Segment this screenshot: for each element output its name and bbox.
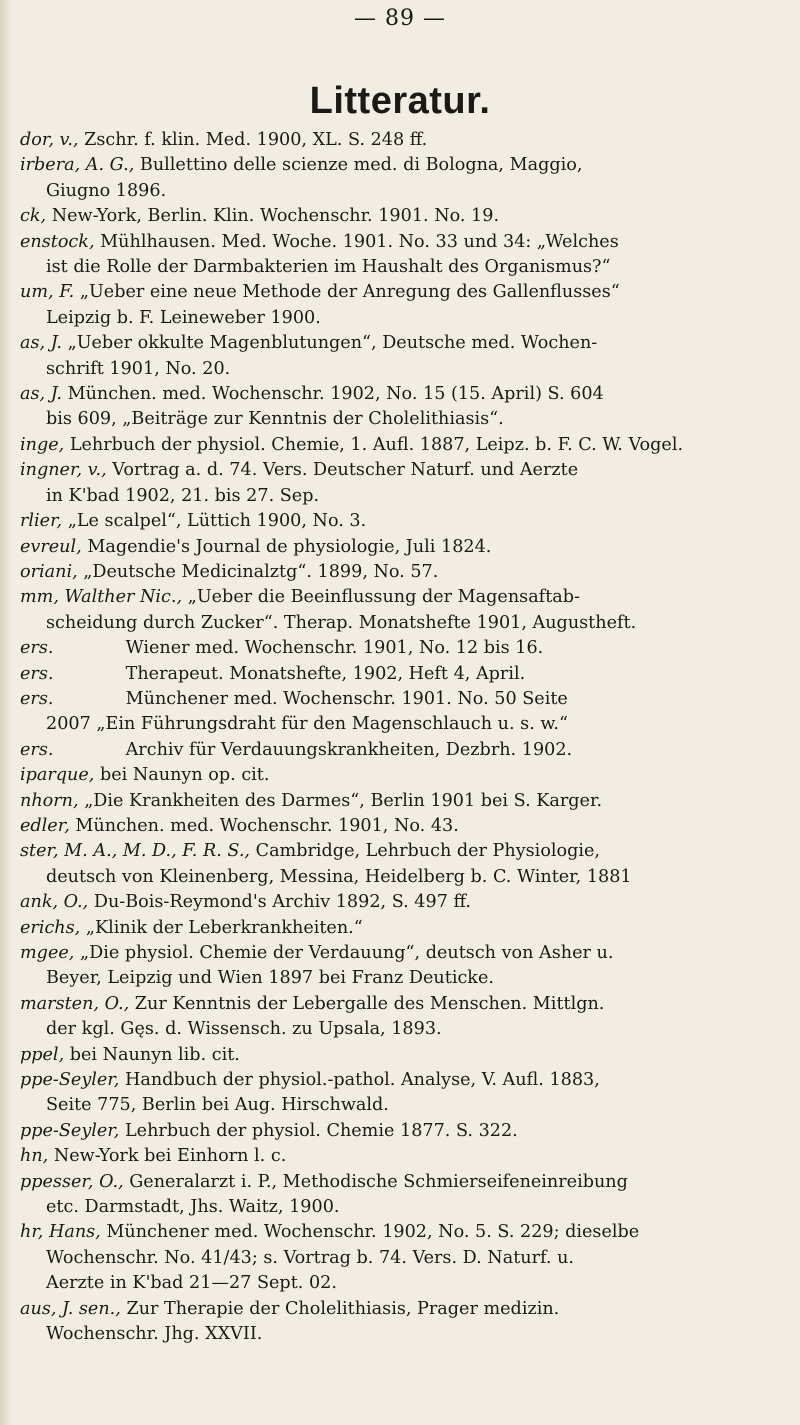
entry-first-line — [20, 560, 786, 585]
bibliography-entry — [20, 839, 786, 890]
entry-first-line — [20, 204, 786, 229]
entry-first-line — [20, 992, 786, 1017]
entry-first-line — [20, 839, 786, 864]
entry-text: Therapeut. Monatshefte, 1902, Heft 4, April. — [125, 663, 526, 684]
entry-text: Handbuch der physiol.-pathol. Analyse, V. Aufl. 1883, — [125, 1070, 600, 1091]
entry-continuation-line — [20, 1271, 786, 1296]
entry-author: ppe-Seyler, — [20, 1120, 120, 1141]
entry-first-line — [20, 585, 786, 610]
bibliography-entry — [20, 662, 786, 687]
entry-first-line — [20, 280, 786, 305]
entry-text: scheidung durch Zucker“. Therap. Monatshefte 1901, Augustheft. — [46, 612, 637, 633]
bibliography-list — [20, 128, 786, 1348]
entry-continuation-line — [20, 1322, 786, 1347]
entry-continuation-line — [20, 966, 786, 991]
entry-first-line — [20, 230, 786, 255]
entry-first-line — [20, 153, 786, 178]
entry-author: ers. — [20, 739, 54, 760]
entry-author: iparque, — [20, 765, 95, 786]
entry-first-line — [20, 789, 786, 814]
entry-first-line — [20, 509, 786, 534]
entry-first-line — [20, 738, 786, 763]
bibliography-entry — [20, 458, 786, 509]
entry-author: ck, — [20, 206, 47, 227]
page-number: — 89 — — [354, 6, 446, 31]
entry-text: „Ueber eine neue Methode der Anregung des Gallenflusses“ — [79, 282, 620, 303]
entry-text: „Deutsche Medicinalztg“. 1899, No. 57. — [83, 561, 439, 582]
entry-text: bei Naunyn op. cit. — [99, 765, 270, 786]
entry-author: edler, — [20, 815, 70, 836]
bibliography-entry — [20, 1043, 786, 1068]
bibliography-entry — [20, 789, 786, 814]
bibliography-entry — [20, 992, 786, 1043]
bibliography-entry — [20, 535, 786, 560]
page-heading: Litteratur. — [309, 80, 491, 122]
entry-text: Leipzig b. F. Leineweber 1900. — [46, 307, 321, 328]
entry-first-line — [20, 814, 786, 839]
entry-author: dor, v., — [20, 130, 79, 150]
entry-text: 2007 „Ein Führungsdraht für den Magenschlauch u. s. w.“ — [46, 714, 568, 735]
entry-author: erichs, — [20, 917, 81, 938]
entry-author: evreul, — [20, 536, 82, 557]
entry-text: schrift 1901, No. 20. — [46, 358, 231, 379]
entry-text: Zschr. f. klin. Med. 1900, XL. S. 248 ff. — [84, 130, 428, 150]
bibliography-entry — [20, 128, 786, 153]
entry-author: ppe-Seyler, — [20, 1070, 120, 1091]
entry-author: as, J. — [20, 384, 62, 405]
bibliography-entry — [20, 814, 786, 839]
bibliography-entry — [20, 331, 786, 382]
bibliography-entry — [20, 280, 786, 331]
entry-author: ers. — [20, 638, 54, 659]
entry-continuation-line — [20, 865, 786, 890]
entry-text: „Klinik der Leberkrankheiten.“ — [85, 917, 363, 938]
entry-author: ppesser, O., — [20, 1171, 124, 1192]
entry-first-line — [20, 382, 786, 407]
entry-author: aus, J. sen., — [20, 1298, 121, 1319]
bibliography-entry — [20, 1170, 786, 1221]
entry-text: Münchener med. Wochenschr. 1902, No. 5. S. 229; dieselbe — [106, 1222, 640, 1243]
entry-author: oriani, — [20, 561, 78, 582]
bibliography-entry — [20, 230, 786, 281]
bibliography-entry — [20, 585, 786, 636]
entry-text: Cambridge, Lehrbuch der Physiologie, — [255, 841, 601, 862]
entry-author: mgee, — [20, 943, 75, 963]
entry-first-line — [20, 433, 786, 458]
entry-text: Beyer, Leipzig und Wien 1897 bei Franz Deuticke. — [46, 968, 494, 989]
bibliography-entry — [20, 738, 786, 763]
entry-author: ers. — [20, 688, 54, 709]
entry-author: ers. — [20, 663, 54, 684]
entry-first-line — [20, 1220, 786, 1245]
entry-continuation-line — [20, 712, 786, 737]
entry-author: inge, — [20, 434, 65, 455]
entry-first-line — [20, 763, 786, 788]
bibliography-entry — [20, 153, 786, 204]
entry-text: „Le scalpel“, Lüttich 1900, No. 3. — [67, 511, 367, 532]
entry-text: bis 609, „Beiträge zur Kenntnis der Cholelithiasis“. — [46, 409, 504, 430]
bibliography-entry — [20, 687, 786, 738]
entry-first-line — [20, 890, 786, 915]
entry-text: „Die physiol. Chemie der Verdauung“, deutsch von Asher u. — [79, 943, 614, 963]
entry-first-line — [20, 1144, 786, 1169]
entry-continuation-line — [20, 255, 786, 280]
entry-text: Zur Therapie der Cholelithiasis, Prager medizin. — [126, 1298, 560, 1319]
entry-text: Giugno 1896. — [46, 180, 167, 201]
entry-author: nhorn, — [20, 790, 79, 811]
entry-continuation-line — [20, 357, 786, 382]
entry-author: rlier, — [20, 511, 63, 532]
bibliography-entry — [20, 1119, 786, 1144]
entry-text: Lehrbuch der physiol. Chemie 1877. S. 322. — [125, 1120, 518, 1141]
entry-first-line — [20, 128, 786, 153]
entry-continuation-line — [20, 484, 786, 509]
bibliography-entry — [20, 560, 786, 585]
entry-first-line — [20, 331, 786, 356]
entry-author: ank, O., — [20, 892, 89, 913]
entry-text: Bullettino delle scienze med. di Bologna, Maggio, — [139, 155, 583, 176]
entry-text: New-York bei Einhorn l. c. — [53, 1146, 287, 1167]
bibliography-entry — [20, 916, 786, 941]
entry-continuation-line — [20, 179, 786, 204]
entry-text: der kgl. Gęs. d. Wissensch. zu Upsala, 1893. — [46, 1019, 442, 1040]
entry-author: mm, Walther Nic., — [20, 587, 183, 608]
entry-text: Generalarzt i. P., Methodische Schmierseifeneinreibung — [129, 1171, 628, 1192]
entry-author: marsten, O., — [20, 993, 130, 1014]
entry-continuation-line — [20, 1195, 786, 1220]
entry-first-line — [20, 941, 786, 966]
entry-first-line — [20, 916, 786, 941]
entry-text: „Die Krankheiten des Darmes“, Berlin 1901 bei S. Karger. — [84, 790, 603, 811]
entry-first-line — [20, 1170, 786, 1195]
entry-text: Lehrbuch der physiol. Chemie, 1. Aufl. 1887, Leipz. b. F. C. W. Vogel. — [69, 434, 684, 455]
bibliography-entry — [20, 890, 786, 915]
entry-continuation-line — [20, 306, 786, 331]
entry-author: hr, Hans, — [20, 1222, 101, 1243]
entry-text: Archiv für Verdauungskrankheiten, Dezbrh. 1902. — [125, 739, 573, 760]
entry-text: „Ueber die Beeinflussung der Magensaftab- — [187, 587, 580, 608]
entry-text: New-York, Berlin. Klin. Wochenschr. 1901. No. 19. — [51, 206, 500, 227]
entry-text: München. med. Wochenschr. 1901, No. 43. — [75, 815, 459, 836]
page-gutter-shadow — [0, 0, 12, 1425]
bibliography-entry — [20, 382, 786, 433]
bibliography-entry — [20, 509, 786, 534]
entry-text: etc. Darmstadt, Jhs. Waitz, 1900. — [46, 1197, 340, 1218]
entry-continuation-line — [20, 1093, 786, 1118]
entry-continuation-line — [20, 611, 786, 636]
entry-text: „Ueber okkulte Magenblutungen“, Deutsche med. Wochen- — [67, 333, 598, 354]
entry-continuation-line — [20, 1246, 786, 1271]
entry-text: München. med. Wochenschr. 1902, No. 15 (15. April) S. 604 — [67, 384, 604, 405]
entry-author: irbera, A. G., — [20, 155, 135, 176]
entry-text: bei Naunyn lib. cit. — [69, 1044, 240, 1065]
entry-text: ist die Rolle der Darmbakterien im Haushalt des Organismus?“ — [46, 257, 611, 278]
entry-first-line — [20, 1297, 786, 1322]
entry-first-line — [20, 687, 786, 712]
entry-first-line — [20, 535, 786, 560]
bibliography-entry — [20, 1297, 786, 1348]
entry-first-line — [20, 1068, 786, 1093]
entry-text: Zur Kenntnis der Lebergalle des Menschen. Mittlgn. — [134, 993, 605, 1014]
bibliography-entry — [20, 763, 786, 788]
bibliography-entry — [20, 636, 786, 661]
entry-text: Aerzte in K'bad 21—27 Sept. 02. — [46, 1273, 337, 1294]
entry-text: in K'bad 1902, 21. bis 27. Sep. — [46, 485, 320, 506]
entry-text: Du-Bois-Reymond's Archiv 1892, S. 497 ff. — [93, 892, 471, 913]
entry-first-line — [20, 1043, 786, 1068]
entry-author: ingner, v., — [20, 460, 107, 481]
entry-author: as, J. — [20, 333, 62, 354]
entry-first-line — [20, 1119, 786, 1144]
entry-author: enstock, — [20, 231, 95, 252]
entry-text: Wochenschr. No. 41/43; s. Vortrag b. 74. Vers. D. Naturf. u. — [46, 1247, 574, 1268]
entry-text: Vortrag a. d. 74. Vers. Deutscher Naturf. und Aerzte — [112, 460, 579, 481]
entry-first-line — [20, 458, 786, 483]
bibliography-entry — [20, 1144, 786, 1169]
entry-text: Münchener med. Wochenschr. 1901. No. 50 Seite — [125, 688, 568, 709]
entry-text: Wiener med. Wochenschr. 1901, No. 12 bis 16. — [125, 638, 544, 659]
entry-author: hn, — [20, 1146, 49, 1167]
bibliography-entry — [20, 1068, 786, 1119]
entry-continuation-line — [20, 1017, 786, 1042]
entry-text: Wochenschr. Jhg. XXVII. — [46, 1324, 263, 1345]
bibliography-entry — [20, 1220, 786, 1296]
entry-text: deutsch von Kleinenberg, Messina, Heidelberg b. C. Winter, 1881 — [46, 866, 632, 887]
bibliography-entry — [20, 941, 786, 992]
bibliography-entry — [20, 433, 786, 458]
entry-author: ppel, — [20, 1044, 65, 1065]
entry-first-line — [20, 636, 786, 661]
entry-author: ster, M. A., M. D., F. R. S., — [20, 841, 251, 862]
entry-first-line — [20, 662, 786, 687]
entry-text: Magendie's Journal de physiologie, Juli 1824. — [87, 536, 492, 557]
entry-text: Mühlhausen. Med. Woche. 1901. No. 33 und 34: „Welches — [100, 231, 619, 252]
entry-text: Seite 775, Berlin bei Aug. Hirschwald. — [46, 1095, 389, 1116]
entry-continuation-line — [20, 407, 786, 432]
bibliography-entry — [20, 204, 786, 229]
entry-author: um, F. — [20, 282, 75, 303]
